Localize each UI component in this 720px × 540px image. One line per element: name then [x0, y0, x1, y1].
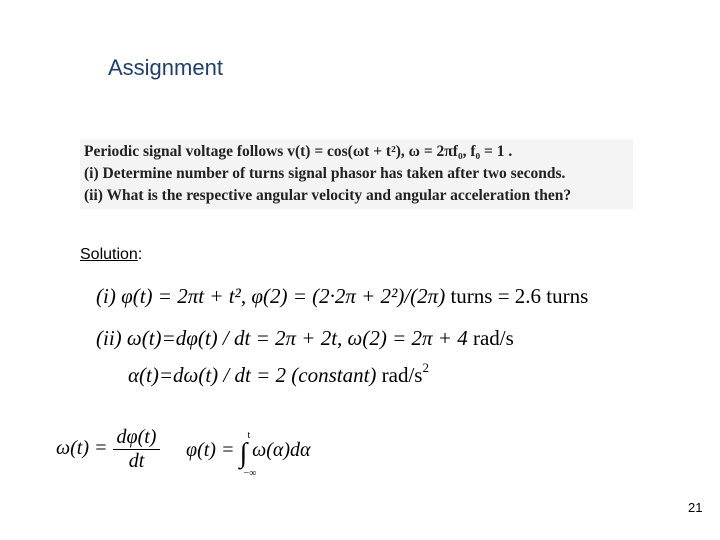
equation-i-body: φ(t) = 2πt + t², φ(2) = (2·2π + 2²)/(2π)	[121, 284, 446, 308]
problem-line-1: Periodic signal voltage follows v(t) = cos(ωt + t²), ω = 2πf₀, f₀ = 1 .	[84, 143, 513, 160]
integral-lower-limit: −∞	[243, 468, 257, 479]
formula-omega-lhs: ω(t) =	[56, 437, 108, 460]
formula-omega-denominator: dt	[128, 450, 145, 472]
slide-title: Assignment	[108, 55, 223, 80]
problem-line-2: (i) Determine number of turns signal phasor has taken after two seconds.	[84, 165, 566, 182]
integral-sign-icon: ∫ t −∞	[239, 430, 257, 479]
solution-label-text: Solution	[80, 246, 138, 263]
equation-i-result: turns = 2.6 turns	[450, 284, 589, 308]
equation-ii-label: (ii)	[96, 326, 122, 350]
equation-i	[96, 284, 588, 309]
formula-phi	[186, 430, 311, 479]
problem-line-3: (ii) What is the respective angular velocity and angular acceleration then?	[84, 187, 572, 204]
formula-omega-numerator: dφ(t)	[113, 426, 161, 450]
integral-upper-limit: t	[247, 430, 251, 441]
formula-phi-lhs: φ(t) =	[186, 439, 235, 461]
solution-label-colon: :	[137, 246, 143, 263]
problem-statement	[80, 139, 633, 209]
equation-i-label: (i)	[96, 284, 116, 308]
equation-alpha-unit: rad/s	[381, 363, 423, 387]
solution-label	[80, 246, 142, 264]
equation-alpha	[128, 360, 429, 388]
equation-ii	[96, 326, 514, 351]
page-number: 21	[688, 500, 703, 515]
formula-omega	[56, 426, 160, 473]
equation-alpha-body: α(t)=dω(t) / dt = 2 (constant)	[128, 363, 377, 387]
equation-ii-unit: rad/s	[472, 326, 514, 350]
formula-phi-integrand: ω(α)dα	[252, 439, 311, 461]
equation-ii-body: ω(t)=dφ(t) / dt = 2π + 2t, ω(2) = 2π + 4	[126, 326, 468, 350]
equation-alpha-unit-exponent: 2	[422, 360, 429, 375]
formula-omega-fraction	[113, 426, 161, 473]
